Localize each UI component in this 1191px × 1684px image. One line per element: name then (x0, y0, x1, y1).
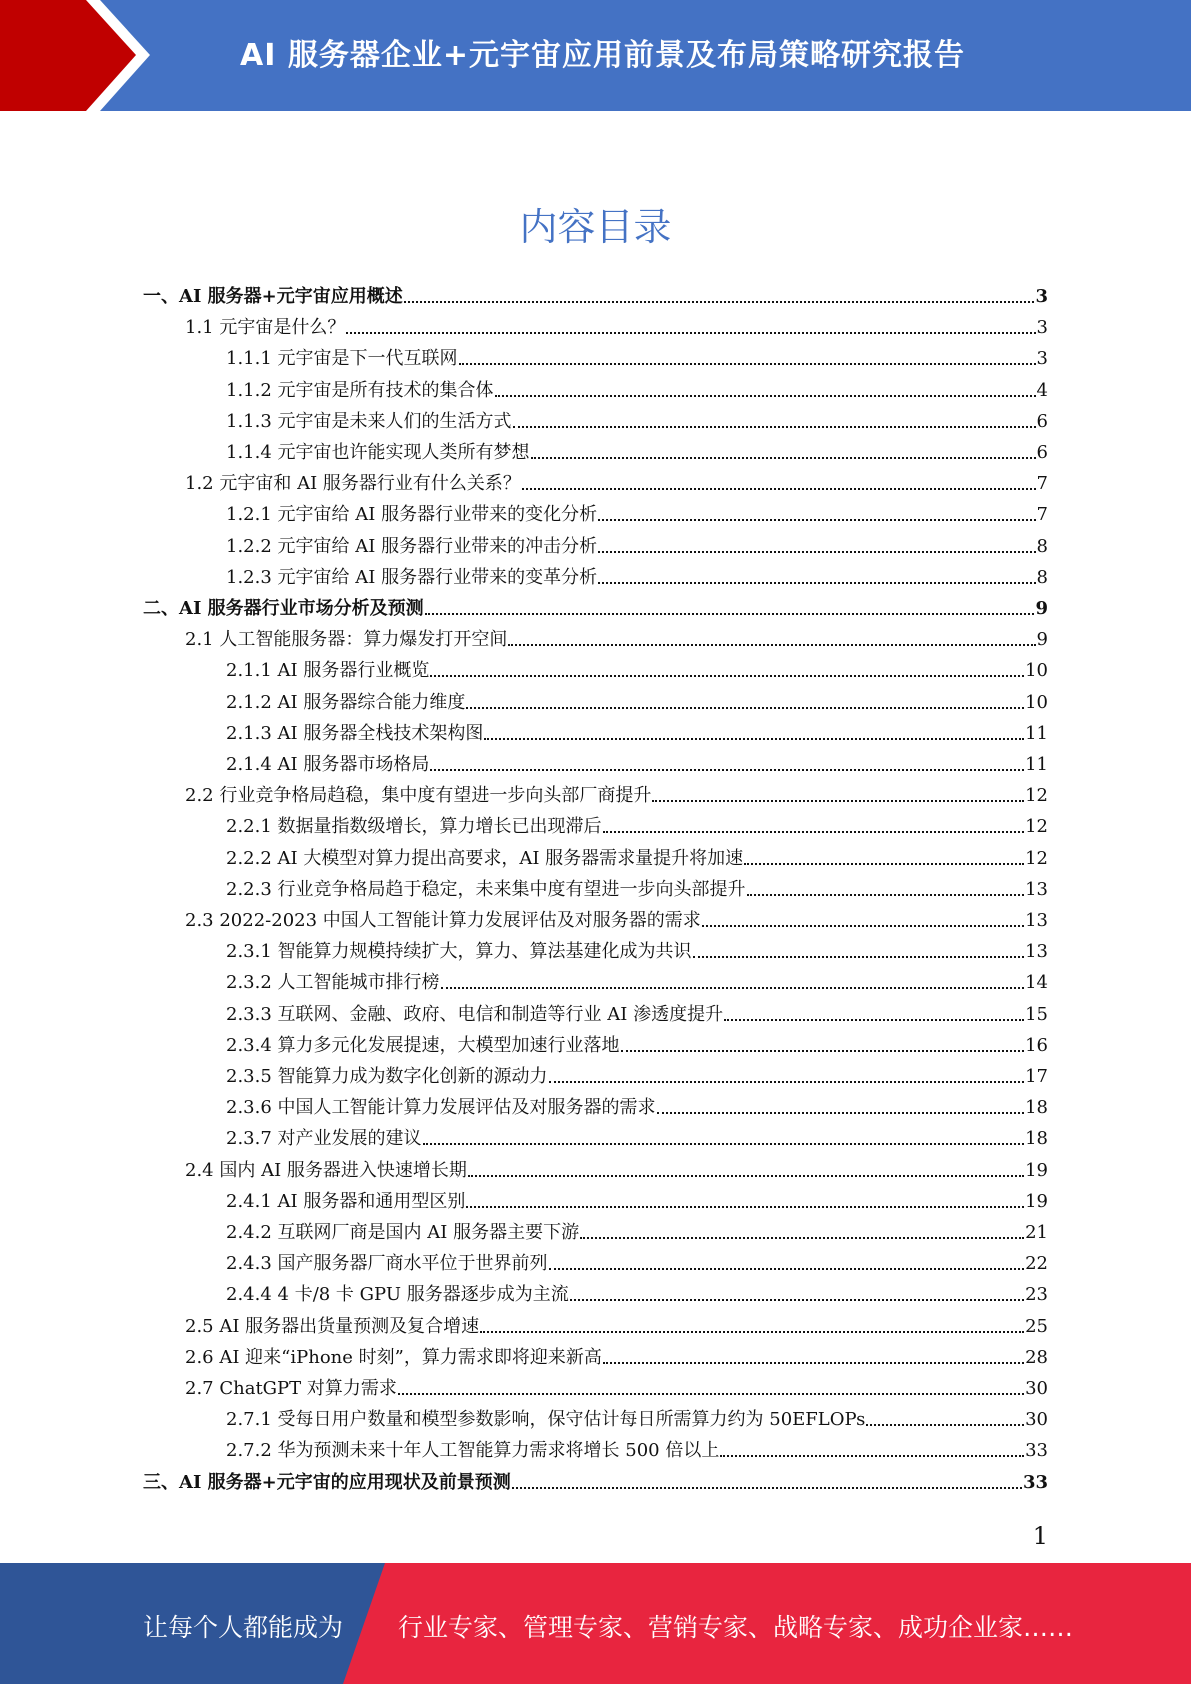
toc-entry[interactable] (143, 597, 1048, 621)
toc-leader-dots (484, 738, 1024, 740)
toc-entry-page: 23 (1025, 1284, 1048, 1306)
toc-leader-dots (747, 894, 1025, 896)
toc-entry-page: 13 (1025, 910, 1048, 931)
toc-entry-page: 3 (1036, 317, 1048, 339)
toc-entry-page: 14 (1025, 972, 1048, 994)
toc-leader-dots (512, 1487, 1022, 1489)
toc-leader-dots (603, 1362, 1024, 1364)
toc-entry[interactable] (226, 503, 1048, 527)
toc-leader-dots (346, 332, 1035, 334)
toc-entry-label: 2.3.6 中国人工智能计算力发展评估及对服务器的需求 (226, 1097, 656, 1119)
toc-leader-dots (466, 1206, 1024, 1208)
header-arrow-icon (0, 0, 160, 111)
toc-entry-label: 1.1.2 元宇宙是所有技术的集合体 (226, 379, 494, 401)
toc-entry-label: 1.2.1 元宇宙给 AI 服务器行业带来的变化分析 (226, 504, 598, 526)
toc-leader-dots (466, 707, 1024, 709)
toc-entry-label: 2.2.3 行业竞争格局趋于稳定，未来集中度有望进一步向头部提升 (226, 878, 746, 900)
toc-entry-page: 9 (1035, 598, 1048, 619)
toc-entry-label: 二、AI 服务器行业市场分析及预测 (143, 598, 424, 619)
footer-slogan-right: 行业专家、管理专家、营销专家、战略专家、成功企业家…… (398, 1613, 1074, 1642)
toc-leader-dots (598, 582, 1035, 584)
page-number: 1 (1032, 1522, 1048, 1550)
toc-leader-dots (430, 769, 1024, 771)
toc-entry-page: 11 (1025, 754, 1048, 775)
toc-entry-label: 1.2.2 元宇宙给 AI 服务器行业带来的冲击分析 (226, 535, 598, 557)
toc-entry[interactable] (185, 472, 1048, 496)
toc-entry-page: 30 (1025, 1378, 1048, 1399)
toc-entry[interactable] (226, 659, 1048, 683)
toc-leader-dots (495, 395, 1036, 397)
toc-leader-dots (480, 1331, 1024, 1333)
toc-entry-label: 2.6 AI 迎来“iPhone 时刻”，算力需求即将迎来新高 (185, 1346, 602, 1368)
toc-entry[interactable] (143, 285, 1048, 309)
toc-entry-page: 19 (1025, 1159, 1048, 1181)
toc-leader-dots (508, 644, 1035, 646)
toc-entry-page: 12 (1025, 847, 1048, 869)
toc-entry-label: 2.2.1 数据量指数级增长，算力增长已出现滞后 (226, 816, 602, 838)
toc-entry-page: 21 (1025, 1222, 1048, 1243)
toc-leader-dots (468, 1175, 1024, 1177)
toc-entry-page: 13 (1025, 941, 1048, 963)
toc-entry-label: 1.1.3 元宇宙是未来人们的生活方式 (226, 410, 512, 432)
toc-leader-dots (657, 1112, 1025, 1114)
toc-entry-page: 8 (1036, 535, 1048, 557)
toc-entry-page: 22 (1025, 1253, 1048, 1275)
toc-leader-dots (693, 956, 1025, 958)
toc-entry-page: 15 (1025, 1003, 1048, 1025)
toc-entry-page: 3 (1035, 286, 1048, 307)
toc-entry[interactable] (226, 347, 1048, 371)
toc-entry[interactable] (185, 784, 1048, 808)
toc-entry-label: 2.4.1 AI 服务器和通用型区别 (226, 1190, 466, 1212)
toc-entry[interactable] (185, 1346, 1048, 1370)
toc-leader-dots (724, 1019, 1024, 1021)
toc-leader-dots (744, 863, 1024, 865)
toc-leader-dots (720, 1455, 1024, 1457)
toc-entry-label: 2.4.2 互联网厂商是国内 AI 服务器主要下游 (226, 1222, 580, 1243)
toc-entry-label: 1.1.4 元宇宙也许能实现人类所有梦想 (226, 442, 530, 463)
toc-entry[interactable] (226, 878, 1048, 902)
toc-entry-label: 2.3.5 智能算力成为数字化创新的源动力 (226, 1066, 548, 1087)
toc-leader-dots (549, 1268, 1025, 1270)
toc-entry-label: 2.3.4 算力多元化发展提速，大模型加速行业落地 (226, 1034, 620, 1056)
toc-leader-dots (425, 613, 1035, 615)
toc-entry-page: 3 (1036, 348, 1048, 370)
toc-entry-label: 2.1.2 AI 服务器综合能力维度 (226, 691, 466, 713)
toc-entry-page: 16 (1025, 1034, 1048, 1056)
toc-entry[interactable] (226, 1252, 1048, 1276)
toc-entry-label: 1.1.1 元宇宙是下一代互联网 (226, 348, 458, 370)
toc-entry-page: 10 (1025, 691, 1048, 713)
toc-entry-page: 33 (1022, 1471, 1048, 1493)
toc-entry[interactable] (226, 971, 1048, 995)
toc-heading: 内容目录 (519, 205, 672, 249)
toc-entry-label: 2.1.3 AI 服务器全栈技术架构图 (226, 722, 484, 744)
report-title: AI 服务器企业+元宇宙应用前景及布局策略研究报告 (240, 38, 965, 73)
toc-entry-label: 2.3.7 对产业发展的建议 (226, 1128, 422, 1150)
toc-entry-page: 18 (1025, 1097, 1048, 1119)
toc-leader-dots (598, 551, 1035, 553)
toc-entry-page: 12 (1025, 785, 1048, 807)
toc-leader-dots (580, 1237, 1024, 1239)
toc-leader-dots (404, 301, 1035, 303)
toc-entry[interactable] (226, 691, 1048, 715)
toc-leader-dots (513, 426, 1036, 428)
toc-leader-dots (423, 1143, 1025, 1145)
toc-entry-page: 7 (1036, 473, 1048, 495)
toc-leader-dots (531, 457, 1036, 459)
toc-leader-dots (441, 987, 1025, 989)
toc-entry-label: 2.1.4 AI 服务器市场格局 (226, 754, 430, 775)
toc-entry-page: 28 (1025, 1346, 1048, 1368)
toc-entry[interactable] (226, 722, 1048, 746)
report-header-band (0, 0, 1191, 111)
toc-entry-page: 6 (1036, 410, 1048, 432)
toc-entry[interactable] (226, 847, 1048, 871)
toc-entry[interactable] (226, 1096, 1048, 1120)
toc-leader-dots (549, 1081, 1025, 1083)
toc-entry-page: 33 (1025, 1440, 1048, 1462)
toc-entry-label: 2.2.2 AI 大模型对算力提出高要求，AI 服务器需求量提升将加速 (226, 847, 744, 869)
toc-entry[interactable] (185, 909, 1048, 933)
toc-entry[interactable] (226, 535, 1048, 559)
toc-leader-dots (652, 800, 1024, 802)
toc-entry-page: 12 (1025, 816, 1048, 838)
toc-entry[interactable] (226, 1003, 1048, 1027)
toc-entry-label: 2.1.1 AI 服务器行业概览 (226, 660, 430, 682)
toc-entry-page: 7 (1036, 504, 1048, 526)
toc-entry[interactable] (185, 628, 1048, 652)
toc-entry-label: 2.4.4 4 卡/8 卡 GPU 服务器逐步成为主流 (226, 1284, 569, 1306)
toc-leader-dots (603, 831, 1025, 833)
toc-leader-dots (866, 1424, 1024, 1426)
toc-entry-page: 10 (1025, 660, 1048, 682)
toc-entry-page: 9 (1036, 629, 1048, 651)
toc-entry-label: 2.7.1 受每日用户数量和模型参数影响，保守估计每日所需算力约为 50EFLOPs (226, 1409, 866, 1431)
toc-entry[interactable] (226, 940, 1048, 964)
toc-entry[interactable] (226, 566, 1048, 590)
toc-entry[interactable] (226, 379, 1048, 403)
toc-entry-label: 三、AI 服务器+元宇宙的应用现状及前景预测 (143, 1471, 511, 1493)
toc-leader-dots (522, 488, 1036, 490)
toc-entry-label: 2.3.2 人工智能城市排行榜 (226, 972, 440, 994)
toc-entry[interactable] (226, 1190, 1048, 1214)
toc-leader-dots (459, 363, 1036, 365)
toc-entry[interactable] (185, 1377, 1048, 1401)
toc-entry-page: 13 (1025, 878, 1048, 900)
toc-entry-page: 11 (1025, 722, 1048, 744)
toc-entry-label: 2.3 2022-2023 中国人工智能计算力发展评估及对服务器的需求 (185, 910, 701, 931)
toc-entry-page: 8 (1036, 566, 1048, 588)
toc-entry-label: 1.2 元宇宙和 AI 服务器行业有什么关系？ (185, 473, 521, 495)
toc-leader-dots (570, 1299, 1024, 1301)
toc-entry[interactable] (226, 1283, 1048, 1307)
toc-entry-label: 2.4.3 国产服务器厂商水平位于世界前列 (226, 1253, 548, 1275)
toc-entry[interactable] (226, 815, 1048, 839)
toc-leader-dots (702, 925, 1024, 927)
toc-entry[interactable] (226, 1127, 1048, 1151)
toc-entry[interactable] (185, 1159, 1048, 1183)
toc-entry-label: 1.2.3 元宇宙给 AI 服务器行业带来的变革分析 (226, 566, 598, 588)
toc-entry[interactable] (185, 1315, 1048, 1339)
toc-entry[interactable] (185, 316, 1048, 340)
toc-entry-page: 19 (1025, 1190, 1048, 1212)
toc-entry[interactable] (226, 1439, 1048, 1463)
toc-entry[interactable] (226, 410, 1048, 434)
toc-entry[interactable] (226, 1408, 1048, 1432)
toc-entry[interactable] (226, 1221, 1048, 1245)
toc-entry[interactable] (226, 441, 1048, 465)
footer-slogan-left: 让每个人都能成为 (143, 1613, 344, 1642)
toc-entry-label: 2.5 AI 服务器出货量预测及复合增速 (185, 1315, 480, 1337)
toc-entry-label: 2.3.1 智能算力规模持续扩大，算力、算法基建化成为共识 (226, 941, 692, 963)
toc-entry-label: 2.2 行业竞争格局趋稳，集中度有望进一步向头部厂商提升 (185, 785, 652, 807)
toc-entry[interactable] (226, 1065, 1048, 1089)
toc-entry-label: 2.1 人工智能服务器：算力爆发打开空间 (185, 629, 508, 651)
toc-entry-page: 6 (1036, 442, 1048, 463)
toc-entry-label: 2.3.3 互联网、金融、政府、电信和制造等行业 AI 渗透度提升 (226, 1003, 724, 1025)
toc-leader-dots (398, 1393, 1024, 1395)
toc-entry[interactable] (226, 1034, 1048, 1058)
toc-entry-page: 4 (1036, 379, 1048, 401)
toc-entry-label: 一、AI 服务器+元宇宙应用概述 (143, 286, 403, 307)
toc-leader-dots (621, 1050, 1025, 1052)
toc-entry-label: 2.4 国内 AI 服务器进入快速增长期 (185, 1159, 467, 1181)
toc-entry-page: 18 (1025, 1128, 1048, 1150)
toc-entry-page: 17 (1025, 1066, 1048, 1087)
toc-entry-label: 2.7.2 华为预测未来十年人工智能算力需求将增长 500 倍以上 (226, 1440, 720, 1462)
toc-leader-dots (598, 519, 1035, 521)
toc-entry-label: 1.1 元宇宙是什么？ (185, 317, 346, 339)
toc-entry[interactable] (143, 1471, 1048, 1495)
toc-entry[interactable] (226, 753, 1048, 777)
toc-entry-page: 30 (1025, 1409, 1048, 1431)
toc-entry-page: 25 (1025, 1315, 1048, 1337)
toc-entry-label: 2.7 ChatGPT 对算力需求 (185, 1378, 397, 1399)
toc-leader-dots (430, 675, 1024, 677)
